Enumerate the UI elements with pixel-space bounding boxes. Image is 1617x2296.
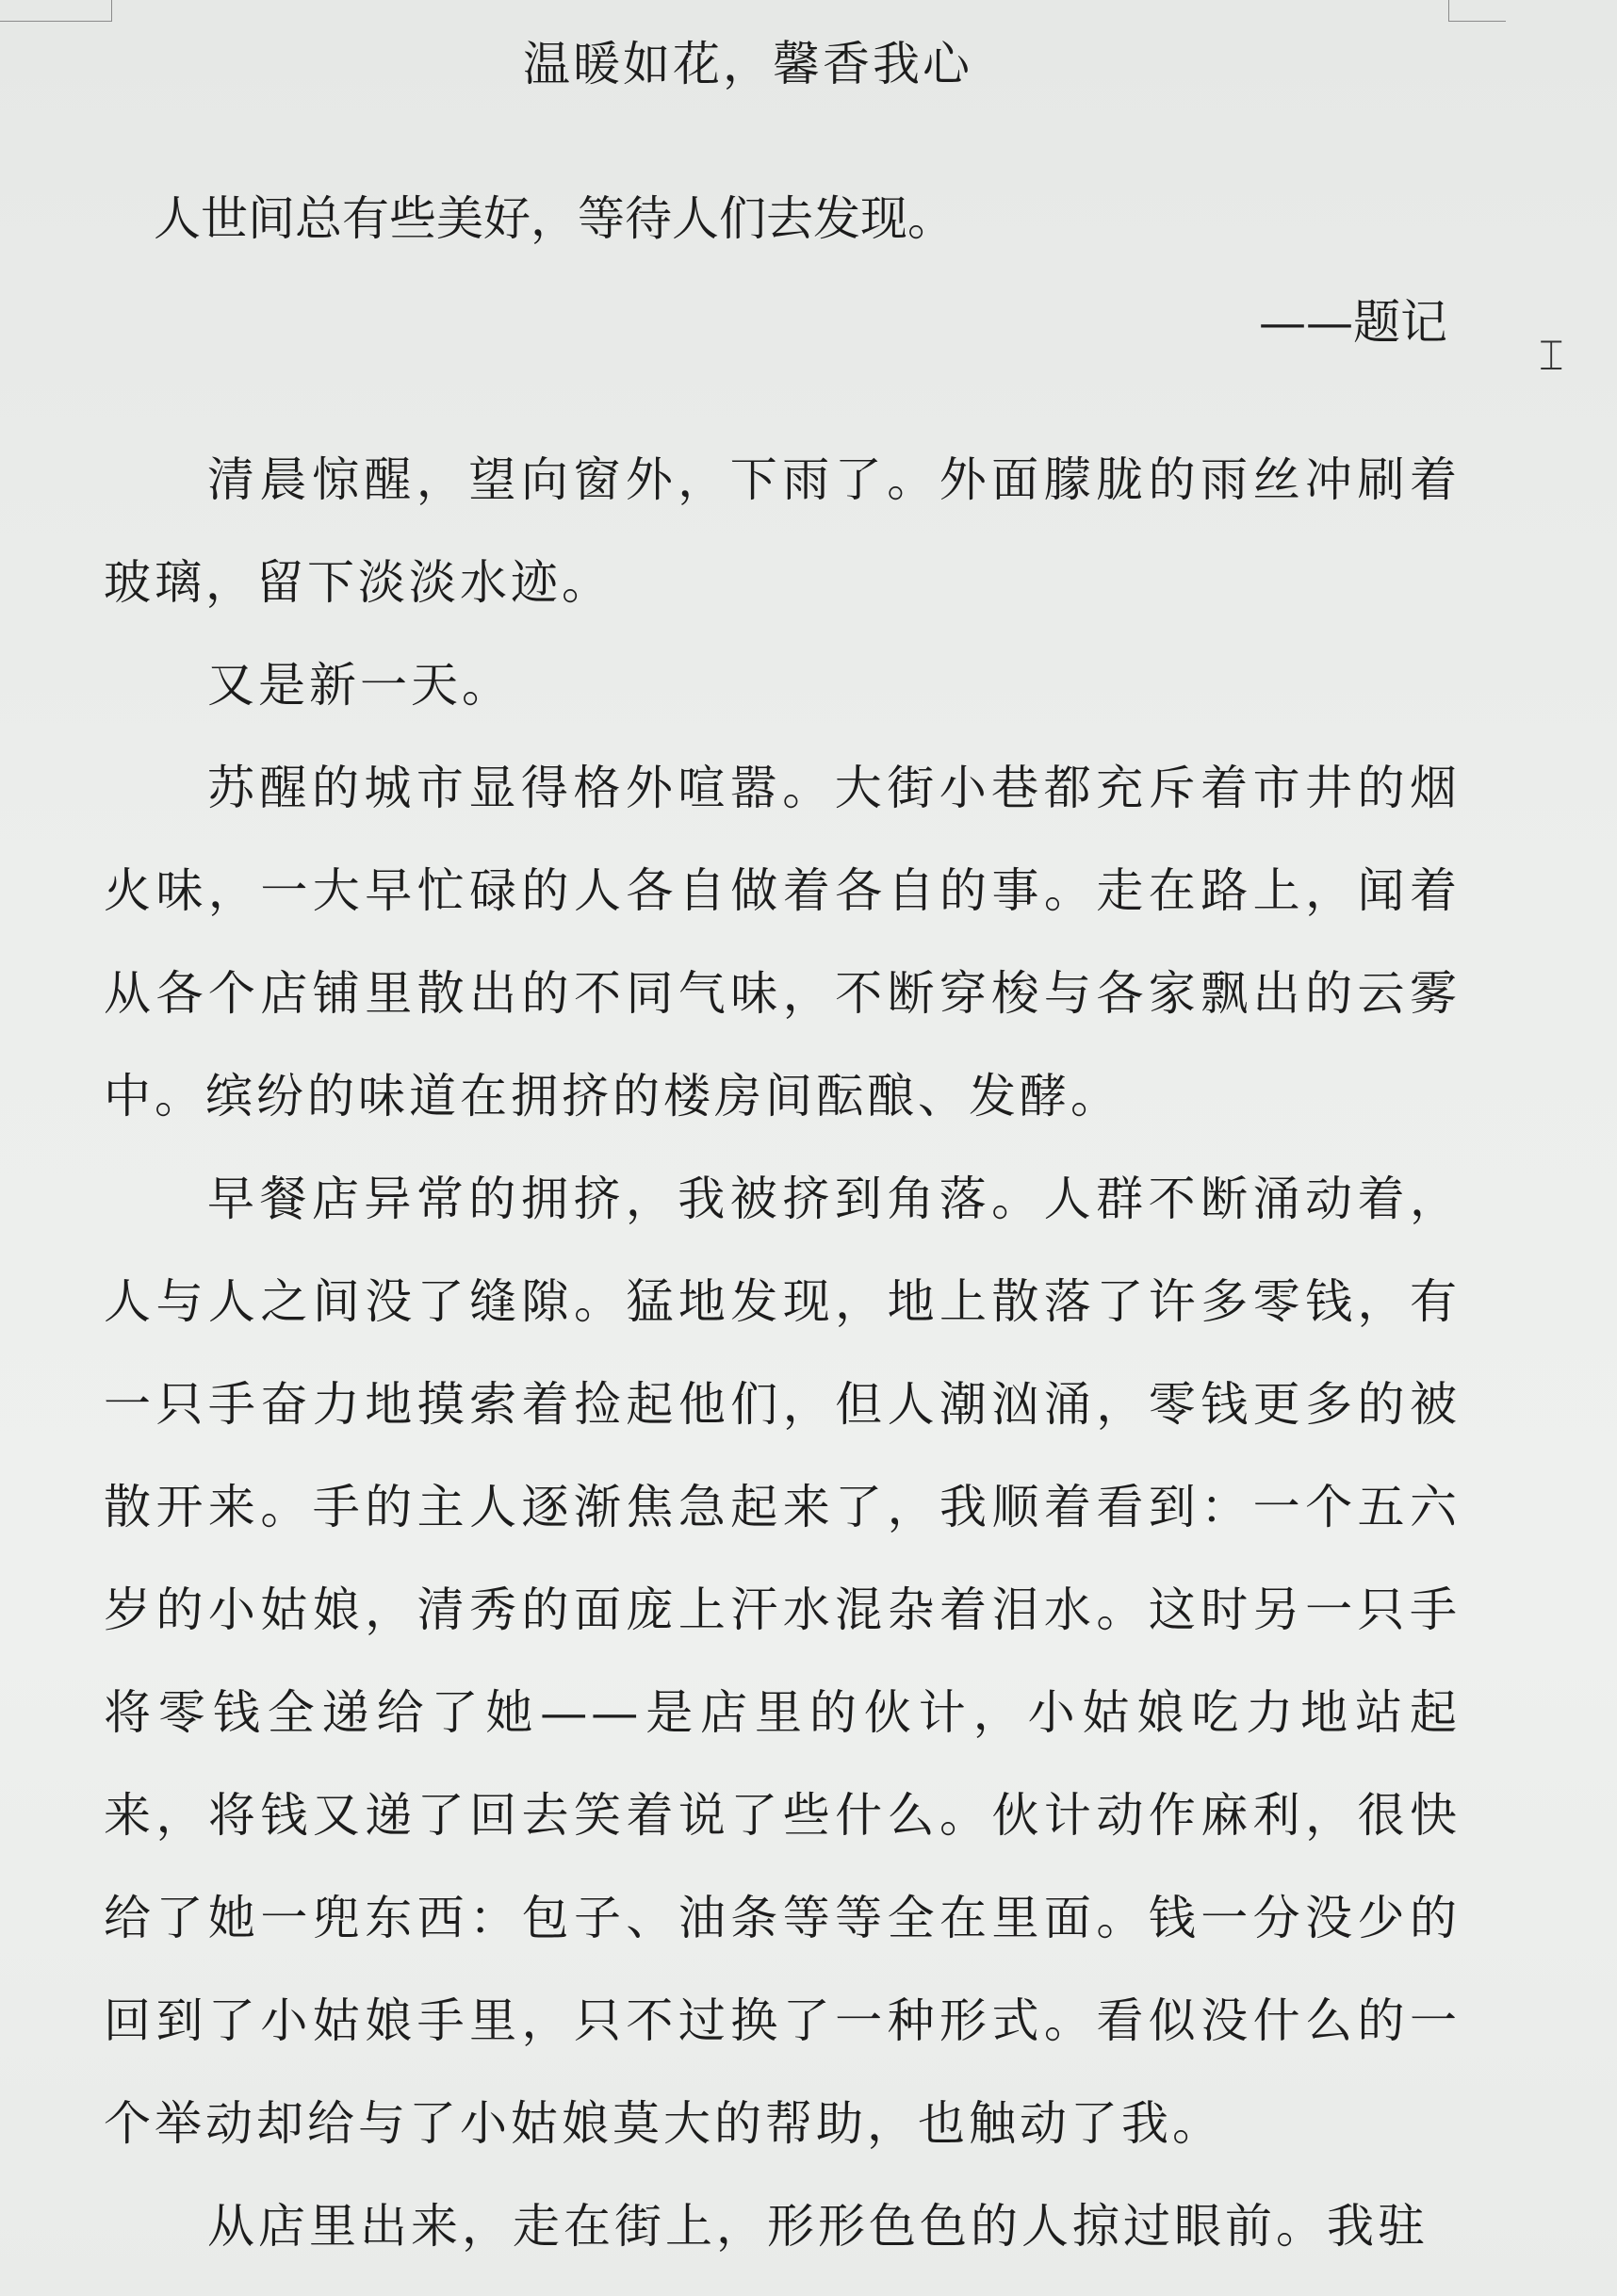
paragraph-2: 又是新一天。 (207, 658, 513, 713)
paragraph-3: 苏醒的城市显得格外喧嚣。大街小巷都充斥着市井的烟火味，一大早忙碌的人各自做着各自的事。走在路上，闻着从各个店铺里散出的不同气味，不断穿梭与各家飘出的云雾中。缤纷的味道在拥挤的楼房间酝酿、发酵。 (104, 761, 1461, 1123)
text-cursor-icon: ⌶ (1539, 332, 1564, 380)
document-body[interactable] (104, 429, 1461, 2278)
epigraph: 人世间总有些美好，等待人们去发现。 (154, 191, 955, 246)
margin-corner-top-right (1448, 0, 1506, 22)
epigraph-attribution: ——题记 (1259, 295, 1447, 350)
document-title: 温暖如花，馨香我心 (523, 37, 972, 91)
paragraph-4: 早餐店异常的拥挤，我被挤到角落。人群不断涌动着，人与人之间没了缝隙。猛地发现，地上散落了许多零钱，有一只手奋力地摸索着捡起他们，但人潮汹涌，零钱更多的被散开来。手的主人逐渐焦急起来了，我顺着看到：一个五六岁的小姑娘，清秀的面庞上汗水混杂着泪水。这时另一只手将零钱全递给了她——是店里的伙计，小姑娘吃力地站起来，将钱又递了回去笑着说了些什么。伙计动作麻利，很快给了她一兜东西：包子、油条等等全在里面。钱一分没少的回到了小姑娘手里，只不过换了一种形式。看似没什么的一个举动却给与了小姑娘莫大的帮助，也触动了我。 (104, 1172, 1461, 2151)
margin-corner-top-left (0, 0, 112, 22)
paragraph-1: 清晨惊醒，望向窗外，下雨了。外面朦胧的雨丝冲刷着玻璃，留下淡淡水迹。 (104, 452, 1461, 610)
paragraph-5: 从店里出来，走在街上，形形色色的人掠过眼前。我驻 (207, 2199, 1429, 2254)
